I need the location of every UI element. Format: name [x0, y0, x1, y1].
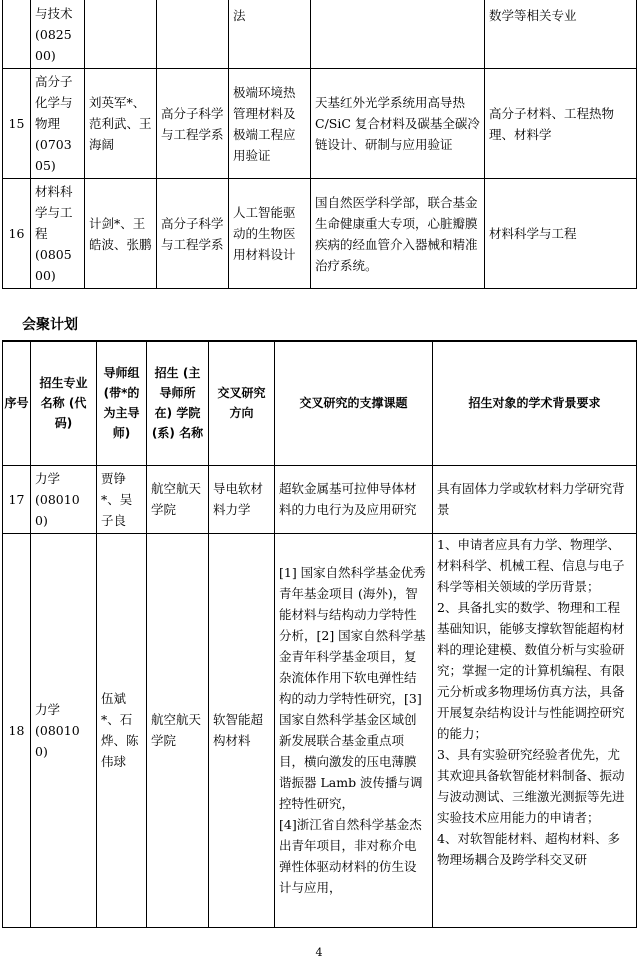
mentors-cell: 伍斌*、石烨、陈伟球: [97, 533, 147, 927]
requirements-cell: 材料科学与工程: [485, 179, 637, 289]
header-requirements: 招生对象的学术背景要求: [433, 341, 637, 465]
header-direction: 交叉研究方向: [209, 341, 275, 465]
mentors-cell: 计剑*、王皓波、张鹏: [85, 179, 157, 289]
seq-cell: 18: [3, 533, 31, 927]
major-cell: 材料科学与工程 (0805 00): [31, 179, 85, 289]
table-header-row: [3, 341, 637, 465]
section-title: 会聚计划: [22, 317, 78, 333]
direction-cell: 软智能超构材料: [209, 533, 275, 927]
topics-cell: [311, 0, 485, 69]
major-cell: 高分子化学与物理 (0703 05): [31, 69, 85, 179]
direction-cell: 极端环境热管理材料及极端工程应用验证: [229, 69, 311, 179]
seq-cell: 15: [3, 69, 31, 179]
topics-cell: 国自然医学科学部，联合基金生命健康重大专项，心脏瓣膜疾病的经血管介入器械和精准治疗系统。: [311, 179, 485, 289]
seq-cell: [3, 0, 31, 69]
topics-cell: [1] 国家自然科学基金优秀青年基金项目 (海外)，智能材料与结构动力学特性分析，[2] 国家自然科学基金青年科学基金项目，复杂流体作用下软电弹性结构的动力学特性研究，[3] 国家自然科学基金区域创新发展联合基金重点项目，横向激发的压电薄膜谐振器 Lamb 波传播与调控特性研究， [4]浙江省自然科学基金杰出青年项目，非对称介电弹性体驱动材料的仿生设计与应用，: [275, 533, 433, 927]
table-row: [3, 533, 637, 927]
mentors-cell: 贾铮*、吴子良: [97, 465, 147, 533]
table-row: [3, 179, 637, 289]
requirements-cell: 高分子材料、工程热物理、材料学: [485, 69, 637, 179]
table-row: [3, 69, 637, 179]
header-mentors: 导师组 (带*的为主导师): [97, 341, 147, 465]
direction-cell: 导电软材料力学: [209, 465, 275, 533]
table-row: [3, 465, 637, 533]
requirements-cell: 1、申请者应具有力学、物理学、材料科学、机械工程、信息与电子科学等相关领域的学历背景； 2、具备扎实的数学、物理和工程基础知识，能够支撑软智能超构材料的理论建模、数值分析与实验研究；掌握一定的计算机编程、有限元分析或多物理场仿真方法，具备开展复杂结构设计与性能调控研究的能力； 3、具有实验研究经验者优先，尤其欢迎具备软智能材料制备、振动与波动测试、三维激光测振等先进实验技术应用能力的申请者； 4、对软智能材料、超构材料、多物理场耦合及跨学科交叉研: [433, 533, 637, 927]
college-cell: 高分子科学与工程学系: [157, 69, 229, 179]
page-number: 4: [315, 946, 323, 959]
requirements-cell: 数学等相关专业: [485, 0, 637, 69]
table-row: [3, 0, 637, 69]
header-college: 招生 (主导师所在) 学院 (系) 名称: [147, 341, 209, 465]
college-cell: 高分子科学与工程学系: [157, 179, 229, 289]
table-previous-continuation: [2, 0, 637, 289]
major-cell: 力学 (08010 0): [31, 465, 97, 533]
mentors-cell: [85, 0, 157, 69]
header-seq: 序号: [3, 341, 31, 465]
header-topics: 交叉研究的支撑课题: [275, 341, 433, 465]
direction-cell: 人工智能驱动的生物医用材料设计: [229, 179, 311, 289]
requirements-cell: 具有固体力学或软材料力学研究背景: [433, 465, 637, 533]
seq-cell: 16: [3, 179, 31, 289]
table-convergence-program: [2, 340, 637, 928]
college-cell: [157, 0, 229, 69]
topics-cell: 超软金属基可拉伸导体材料的力电行为及应用研究: [275, 465, 433, 533]
header-major: 招生专业名称 (代码): [31, 341, 97, 465]
college-cell: 航空航天学院: [147, 465, 209, 533]
seq-cell: 17: [3, 465, 31, 533]
topics-cell: 天基红外光学系统用高导热 C/SiC 复合材料及碳基全碳冷链设计、研制与应用验证: [311, 69, 485, 179]
major-cell: 与技术 (0825 00): [31, 0, 85, 69]
major-cell: 力学 (08010 0): [31, 533, 97, 927]
direction-cell: 法: [229, 0, 311, 69]
college-cell: 航空航天学院: [147, 533, 209, 927]
mentors-cell: 刘英军*、范利武、王海阔: [85, 69, 157, 179]
